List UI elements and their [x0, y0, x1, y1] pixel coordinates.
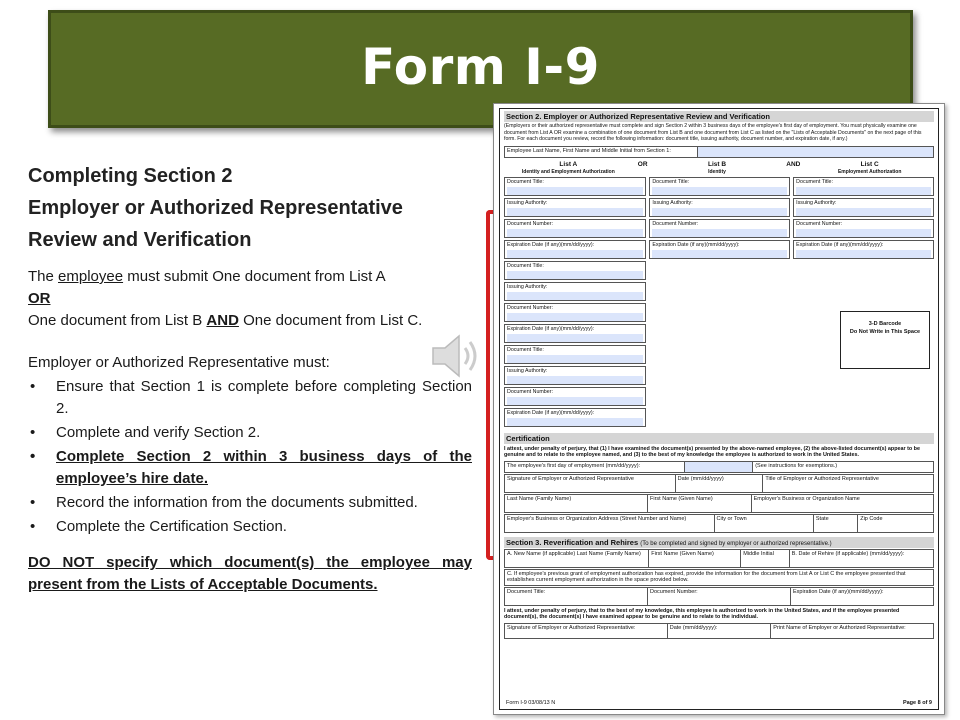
issuing-authority-field[interactable]: Issuing Authority:	[504, 282, 646, 302]
address-row	[504, 514, 934, 533]
heading-line-3: Review and Verification	[28, 229, 252, 251]
paragraph-list-bc	[28, 310, 472, 332]
list-a-sub: Identity and Employment Authorization	[521, 168, 615, 175]
employee-name-label: Employee Last Name, First Name and Middle Initial from Section 1:	[505, 147, 698, 157]
state-label: State	[814, 515, 858, 532]
doc-title-field[interactable]: Document Title:	[793, 177, 934, 197]
first-day-label: The employee's first day of employment (mm/dd/yyyy):	[505, 462, 685, 472]
section2-title: Section 2. Employer or Authorized Representative Review and Verification	[504, 111, 934, 122]
list-item: • Record the information from the documents submitted.	[28, 492, 472, 514]
city-label: City or Town	[715, 515, 814, 532]
s3-name-row	[504, 549, 934, 568]
s3-doc-row	[504, 587, 934, 606]
title-employer-label: Title of Employer or Authorized Representative	[765, 475, 879, 482]
business-address-label: Employer's Business or Organization Address (Street Number and Name)	[505, 515, 715, 532]
requirements-list	[28, 376, 472, 538]
rehire-label: B. Date of Rehire (if applicable) (mm/dd/yyyy):	[791, 550, 905, 557]
expiration-field[interactable]: Expiration Date (if any)(mm/dd/yyyy):	[649, 240, 790, 260]
text-the: The	[28, 268, 59, 285]
or-label: OR	[637, 160, 648, 168]
barcode-line-1: 3-D Barcode	[868, 320, 902, 327]
list-c-label: List C	[860, 160, 879, 168]
heading-line-2: Employer or Authorized Representative	[28, 197, 403, 219]
section3-title: Section 3. Reverification and Rehires (To be completed and signed by employer or authorized representative.)	[504, 537, 934, 548]
doc-number-field[interactable]: Document Number:	[504, 219, 646, 239]
doc-title-field[interactable]: Document Title:	[504, 177, 646, 197]
sig-employer-label: Signature of Employer or Authorized Representative	[505, 475, 676, 492]
must-heading: Employer or Authorized Representative must:	[28, 354, 330, 371]
document-grid	[504, 177, 934, 429]
middle-label: Middle Initial	[741, 550, 790, 567]
cert-title: Certification	[504, 433, 934, 444]
s3-print-label: Print Name of Employer or Authorized Representative:	[773, 624, 906, 631]
text-rest: must submit One document from List A	[123, 268, 386, 285]
first-day-row	[504, 461, 934, 473]
doc-number-field[interactable]: Document Number:	[504, 387, 646, 407]
barcode-box	[840, 311, 930, 369]
or-word: OR	[28, 290, 51, 307]
issuing-authority-field[interactable]: Issuing Authority:	[649, 198, 790, 218]
issuing-authority-field[interactable]: Issuing Authority:	[504, 198, 646, 218]
issuing-authority-field[interactable]: Issuing Authority:	[504, 366, 646, 386]
list-b-label: List B	[707, 160, 727, 168]
first-name-label: First Name (Given Name)	[648, 495, 752, 512]
and-label: AND	[786, 160, 801, 168]
s3-sig-label: Signature of Employer or Authorized Representative:	[505, 624, 668, 638]
footer-left: Form I-9 03/08/13 N	[506, 700, 556, 706]
warning-text: DO NOT specify which document(s) the employee may present from the Lists of Acceptable Documents.	[28, 554, 472, 593]
cert-text: I attest, under penalty of perjury, that (1) I have examined the document(s) presented by the above-named employee, (2) the above-listed document(s) appear to be genuine and to relate to the employee named, and (3) to the best of my knowledge the employee is authorized to work in the United States.	[504, 445, 920, 458]
slide-body	[28, 160, 472, 596]
form-i9-image	[493, 103, 945, 715]
s3-attest: I attest, under penalty of perjury, that to the best of my knowledge, this employee is authorized to work in the United States, and if the employee presented document(s), the document(s) I have examined appear to be genuine and to relate to the individual.	[504, 607, 900, 620]
text-start: One document from List B	[28, 312, 207, 329]
speaker-icon[interactable]	[425, 326, 485, 386]
s3-doc-title-label: Document Title:	[505, 588, 648, 605]
list-item: • Complete Section 2 within 3 business days of the employee’s hire date.	[28, 446, 472, 490]
doc-title-field[interactable]: Document Title:	[504, 345, 646, 365]
list-item: • Complete and verify Section 2.	[28, 422, 472, 444]
expiration-field[interactable]: Expiration Date (if any)(mm/dd/yyyy):	[504, 324, 646, 344]
and-word: AND	[206, 312, 239, 329]
list-b-sub: Identity	[708, 168, 726, 175]
doc-title-field[interactable]: Document Title:	[504, 261, 646, 281]
doc-number-field[interactable]: Document Number:	[649, 219, 790, 239]
name-row	[504, 494, 934, 513]
heading-line-1: Completing Section 2	[28, 165, 233, 187]
s3-date-label: Date (mm/dd/yyyy):	[668, 624, 772, 638]
list-a-column	[504, 177, 646, 429]
employee-name-row	[504, 146, 934, 158]
issuing-authority-field[interactable]: Issuing Authority:	[793, 198, 934, 218]
section2-note: (Employers or their authorized representative must complete and sign Section 2 within 3 business days of the employee's first day of employment. You must physically examine one document from List A OR examine a combination of one document from List B and one document from List C as listed on the "Lists of Acceptable Documents" on the next page of this form. For each document you review, record the following information: document title, issuing authority, document number, and expiration date, if any.)	[504, 123, 922, 142]
s3-first-label: First Name (Given Name)	[649, 550, 741, 567]
first-day-field[interactable]	[685, 462, 753, 472]
s3-doc-number-label: Document Number:	[648, 588, 791, 605]
employee-name-field[interactable]	[698, 147, 933, 157]
last-name-label: Last Name (Family Name)	[505, 495, 648, 512]
list-a-label: List A	[559, 160, 578, 168]
text-end: One document from List C.	[238, 312, 423, 329]
list-bc-area	[649, 177, 934, 429]
expiration-field[interactable]: Expiration Date (if any)(mm/dd/yyyy):	[504, 408, 646, 428]
footer-right: Page 8 of 9	[902, 700, 932, 706]
paragraph-list-a	[28, 266, 472, 310]
c-text: C. If employee's previous grant of employment authorization has expired, provide the information for the document from List A or List C the employee presented that establishes current employment authorization in the space provided below.	[507, 570, 906, 583]
new-name-label: A. New Name (if applicable) Last Name (Family Name)	[505, 550, 649, 567]
see-instructions: (See instructions for exemptions.)	[755, 462, 838, 469]
list-item: • Ensure that Section 1 is complete before completing Section 2.	[28, 376, 472, 420]
doc-number-field[interactable]: Document Number:	[504, 303, 646, 323]
employee-word: employee	[58, 268, 124, 285]
doc-number-field[interactable]: Document Number:	[793, 219, 934, 239]
doc-title-field[interactable]: Document Title:	[649, 177, 790, 197]
form-footer	[506, 700, 932, 706]
s3-sig-row	[504, 623, 934, 639]
list-c-sub: Employment Authorization	[837, 168, 902, 175]
list-c-column	[793, 177, 934, 261]
signature-row	[504, 474, 934, 493]
zip-label: Zip Code	[860, 515, 883, 522]
list-headers	[504, 161, 934, 175]
business-name-label: Employer's Business or Organization Name	[753, 495, 860, 502]
slide-title: Form I-9	[361, 38, 600, 96]
barcode-line-2: Do Not Write in This Space	[849, 328, 921, 335]
list-b-column	[649, 177, 790, 261]
s3-exp-label: Expiration Date (if any)(mm/dd/yyyy):	[793, 588, 884, 595]
date-label: Date (mm/dd/yyyy)	[676, 475, 764, 492]
list-item: • Complete the Certification Section.	[28, 516, 472, 538]
s3-c-row	[504, 569, 934, 586]
expiration-field[interactable]: Expiration Date (if any)(mm/dd/yyyy):	[793, 240, 934, 260]
expiration-field[interactable]: Expiration Date (if any)(mm/dd/yyyy):	[504, 240, 646, 260]
